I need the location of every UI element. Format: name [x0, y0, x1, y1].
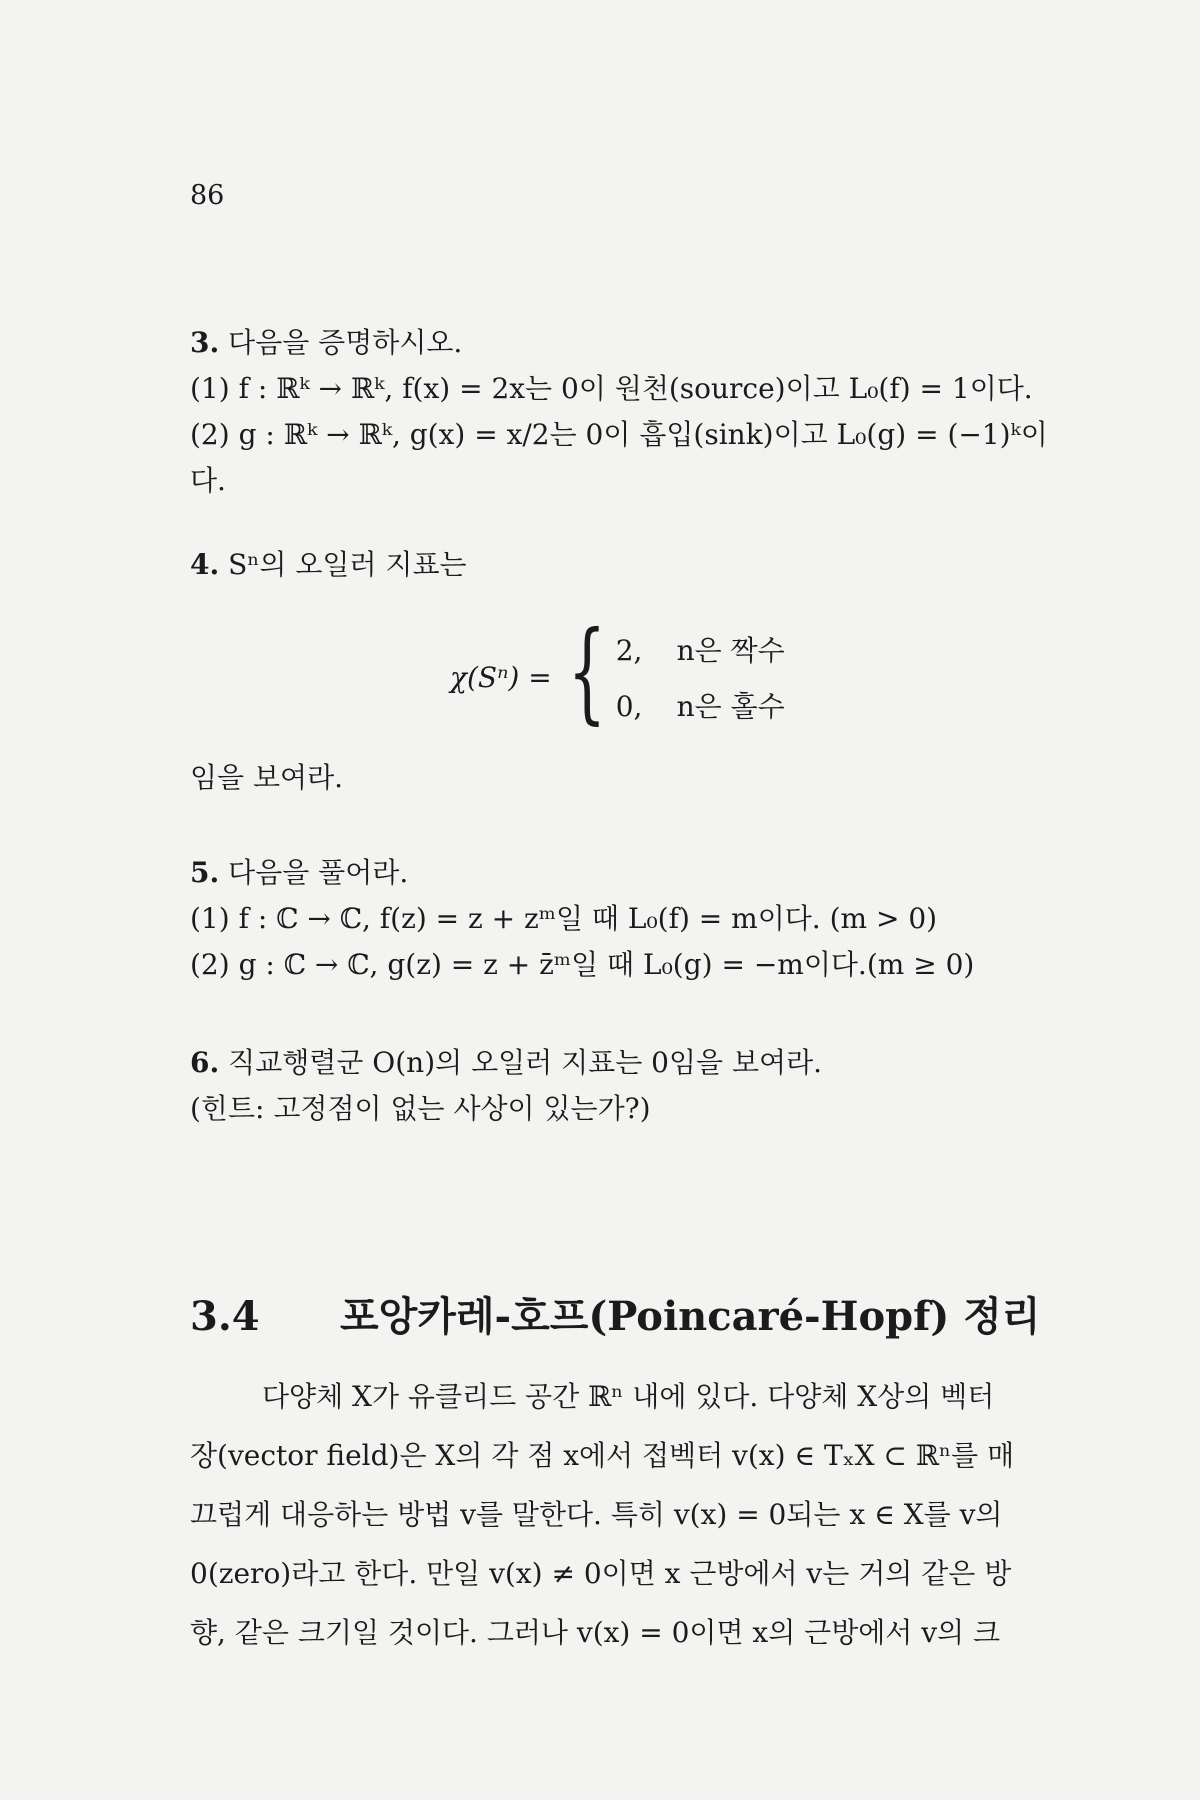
body-line: 향, 같은 크기일 것이다. 그러나 v(x) = 0이면 x의 근방에서 v의 크 — [190, 1616, 1001, 1649]
exercise-3-part-2-cont: 다. — [190, 464, 226, 497]
exercise-number: 5. — [190, 856, 220, 889]
case-condition: n은 짝수 — [676, 634, 785, 667]
exercise-4-closing — [190, 755, 1090, 801]
exercise-instruction: Sⁿ의 오일러 지표는 — [228, 548, 467, 581]
exercise-number: 6. — [190, 1046, 220, 1079]
case-condition: n은 홀수 — [676, 690, 785, 723]
euler-characteristic-formula — [450, 607, 785, 735]
exercise-6 — [190, 1040, 1090, 1132]
case-odd — [616, 685, 785, 725]
exercise-5 — [190, 850, 1090, 988]
closing-text: 임을 보여라. — [190, 761, 344, 794]
exercise-4-header — [190, 542, 1090, 588]
body-line: 0(zero)라고 한다. 만일 v(x) ≠ 0이면 x 근방에서 v는 거의 같은 방 — [190, 1557, 1012, 1590]
exercise-5-part-1: (1) f : ℂ → ℂ, f(z) = z + zᵐ일 때 L₀(f) = m이다. (m > 0) — [190, 902, 938, 935]
exercise-instruction: 다음을 증명하시오. — [228, 326, 463, 359]
exercise-4 — [190, 542, 1090, 588]
exercise-3-part-1: (1) f : ℝᵏ → ℝᵏ, f(x) = 2x는 0이 원천(source)이고 L₀(f) = 1이다. — [190, 372, 1033, 405]
section-heading — [190, 1285, 1040, 1342]
exercise-number: 3. — [190, 326, 220, 359]
exercise-instruction: 직교행렬군 O(n)의 오일러 지표는 0임을 보여라. — [228, 1046, 823, 1079]
exercise-instruction: 다음을 풀어라. — [228, 856, 409, 889]
section-number: 3.4 — [190, 1293, 260, 1340]
body-line: 다양체 X가 유클리드 공간 ℝⁿ 내에 있다. 다양체 X상의 벡터 — [262, 1380, 995, 1413]
exercise-5-part-2: (2) g : ℂ → ℂ, g(z) = z + z̄ᵐ일 때 L₀(g) = −m이다.(m ≥ 0) — [190, 948, 975, 981]
body-line: 장(vector field)은 X의 각 점 x에서 접벡터 v(x) ∈ TₓX ⊂ ℝⁿ를 매 — [190, 1439, 1015, 1472]
exercise-6-hint: (힌트: 고정점이 없는 사상이 있는가?) — [190, 1092, 651, 1125]
formula-cases — [616, 629, 785, 725]
exercise-number: 4. — [190, 548, 220, 581]
exercise-3-header — [190, 320, 1090, 366]
case-even — [616, 629, 785, 669]
section-title: 포앙카레-호프(Poincaré-Hopf) 정리 — [339, 1293, 1041, 1340]
exercise-3-part-2: (2) g : ℝᵏ → ℝᵏ, g(x) = x/2는 0이 흡입(sink)이고 L₀(g) = (−1)ᵏ이 — [190, 418, 1048, 451]
section-body — [190, 1367, 1110, 1662]
body-line: 끄럽게 대응하는 방법 v를 말한다. 특히 v(x) = 0되는 x ∈ X를 v의 — [190, 1498, 1003, 1531]
case-value: 0, — [615, 690, 643, 723]
page-number: 86 — [190, 180, 225, 211]
case-value: 2, — [615, 634, 643, 667]
left-brace: { — [567, 607, 606, 735]
exercise-3 — [190, 320, 1090, 504]
exercise-6-header — [190, 1040, 1090, 1086]
formula-lhs: χ(Sⁿ) = — [450, 660, 552, 694]
exercise-5-header — [190, 850, 1090, 896]
